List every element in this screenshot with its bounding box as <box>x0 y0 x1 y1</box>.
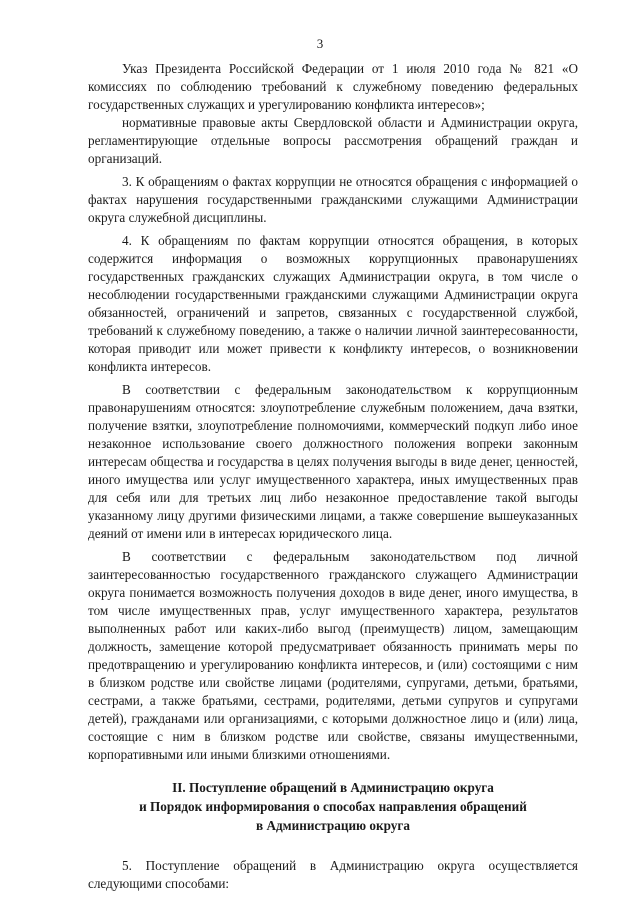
document-body <box>88 60 578 893</box>
paragraph-decree: Указ Президента Российской Федерации от 1 июля 2010 года № 821 «О комиссиях по соблюдению требований к служебному поведению федеральных государственных служащих и урегулированию конфликта интересов»; <box>88 61 578 112</box>
section-heading-line-3: в Администрацию округа <box>256 818 410 833</box>
section-heading-line-1: II. Поступление обращений в Администрацию округа <box>172 780 494 795</box>
paragraph-personal-interest: В соответствии с федеральным законодательством под личной заинтересованностью государственного гражданского служащего Администрации округа понимается возможность получения доходов в виде денег, иного имущества, в том числе имущественных прав, услуг имущественного характера, результатов выполненных работ или каких-либо выгод (преимуществ) лицом, замещающим должность, замещение которой предусматривает обязанность принимать меры по предотвращению и урегулированию конфликта интересов, и (или) состоящими с ним в близком родстве или свойстве лицами (родителями, супругами, детьми, братьями, сестрами, а также братьями, сестрами, родителями, детьми супругов и супругами детей), гражданами или организациями, с которыми должностное лицо и (или) лица, состоящие с ним в близком родстве или свойстве, связаны имущественными, корпоративными или иными близкими отношениями. <box>88 549 578 762</box>
section-heading <box>88 778 578 835</box>
paragraph-item-3: 3. К обращениям о фактах коррупции не относятся обращения с информацией о фактах нарушения государственными гражданскими служащими Администрации округа служебной дисциплины. <box>88 174 578 225</box>
page-number: 3 <box>316 36 324 51</box>
section-heading-line-2: и Порядок информирования о способах направления обращений <box>139 799 527 814</box>
paragraph-item-5: 5. Поступление обращений в Администрацию округа осуществляется следующими способами: <box>88 858 578 891</box>
paragraph-corruption-offenses: В соответствии с федеральным законодательством к коррупционным правонарушениям относятся: злоупотребление служебным положением, дача взятки, получение взятки, злоупотребление полномочиями, коммерческий подкуп либо иное незаконное использование своего должностного положения вопреки законным интересам общества и государства в целях получения выгоды в виде денег, ценностей, иного имущества или услуг имущественного характера, иных имущественных прав для себя или для третьих лиц либо незаконное предоставление такой выгоды указанному лицу другими физическими лицами, а также совершение вышеуказанных деяний от имени или в интересах юридического лица. <box>88 382 578 541</box>
paragraph-item-4: 4. К обращениям по фактам коррупции относятся обращения, в которых содержится информация о возможных коррупционных правонарушениях государственных гражданских служащих Администрации округа, в том числе о несоблюдении государственными гражданскими служащими Администрации округа обязанностей, ограничений и запретов, связанных с государственной службой, требований к служебному поведению, а также о наличии личной заинтересованности, которая приводит или может привести к конфликту интересов, о возникновении конфликта интересов. <box>88 233 578 374</box>
paragraph-regional-acts: нормативные правовые акты Свердловской области и Администрации округа, регламентирующие отдельные вопросы рассмотрения обращений граждан и организаций. <box>88 115 578 166</box>
